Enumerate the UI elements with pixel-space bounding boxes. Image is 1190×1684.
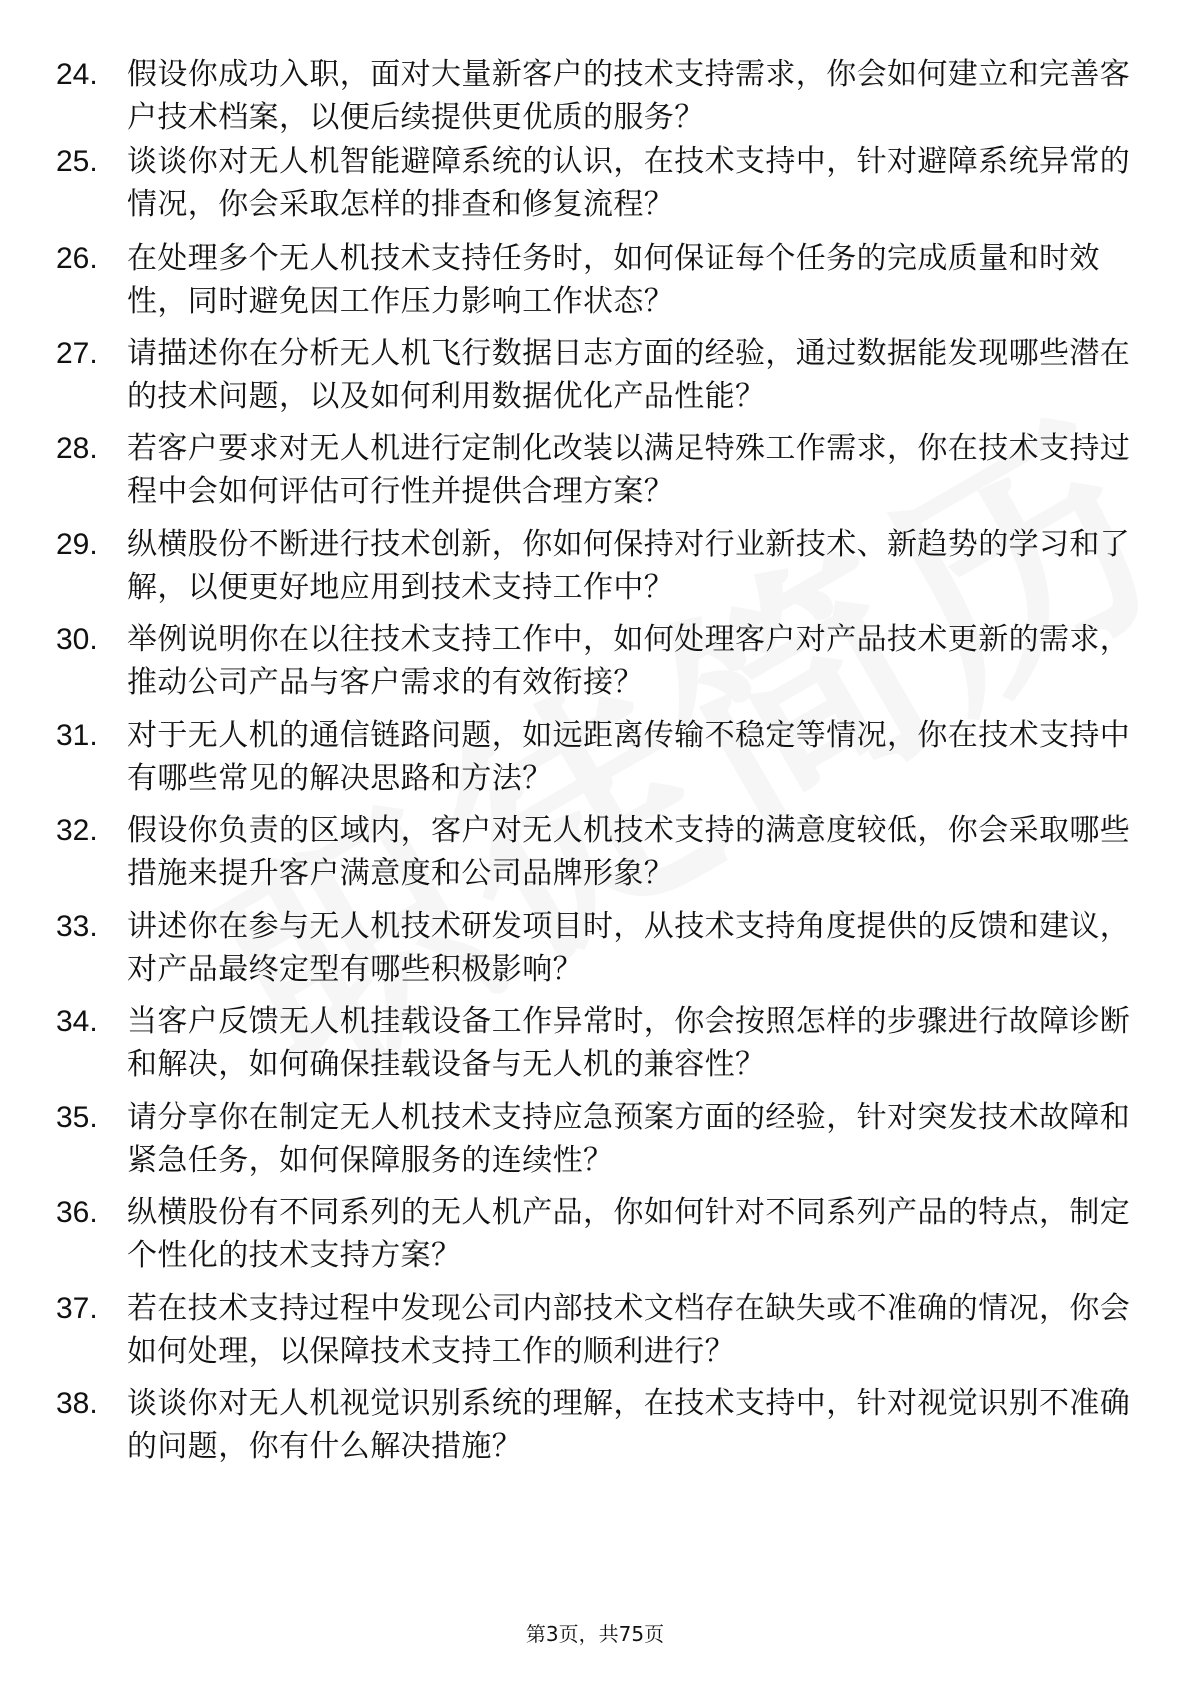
question-number: 37. <box>56 1292 98 1325</box>
question-text: 纵横股份有不同系列的无人机产品，你如何针对不同系列产品的特点，制定个性化的技术支持方案？ <box>127 1195 1131 1273</box>
question-text: 在处理多个无人机技术支持任务时，如何保证每个任务的完成质量和时效性，同时避免因工作压力影响工作状态？ <box>127 241 1100 319</box>
question-text: 纵横股份不断进行技术创新，你如何保持对行业新技术、新趋势的学习和了解，以便更好地应用到技术支持工作中？ <box>127 527 1131 605</box>
question-number: 24. <box>56 58 98 91</box>
question-number: 36. <box>56 1196 98 1229</box>
question-item-29 <box>0 523 1190 615</box>
question-number: 28. <box>56 432 98 465</box>
question-text: 谈谈你对无人机智能避障系统的认识，在技术支持中，针对避障系统异常的情况，你会采取怎样的排查和修复流程？ <box>127 144 1131 222</box>
question-number: 27. <box>56 337 98 370</box>
question-text: 若在技术支持过程中发现公司内部技术文档存在缺失或不准确的情况，你会如何处理，以保障技术支持工作的顺利进行？ <box>127 1291 1131 1369</box>
question-item-33 <box>0 905 1190 997</box>
question-item-26 <box>0 237 1190 329</box>
question-text: 请描述你在分析无人机飞行数据日志方面的经验，通过数据能发现哪些潜在的技术问题，以及如何利用数据优化产品性能？ <box>127 336 1131 414</box>
question-number: 34. <box>56 1005 98 1038</box>
question-text: 假设你负责的区域内，客户对无人机技术支持的满意度较低，你会采取哪些措施来提升客户满意度和公司品牌形象？ <box>127 813 1131 891</box>
question-number: 26. <box>56 242 98 275</box>
question-text: 讲述你在参与无人机技术研发项目时，从技术支持角度提供的反馈和建议，对产品最终定型有哪些积极影响？ <box>127 909 1131 987</box>
question-number: 29. <box>56 528 98 561</box>
question-text: 当客户反馈无人机挂载设备工作异常时，你会按照怎样的步骤进行故障诊断和解决，如何确保挂载设备与无人机的兼容性？ <box>127 1004 1131 1082</box>
question-number: 33. <box>56 910 98 943</box>
question-item-32 <box>0 809 1190 901</box>
question-item-24 <box>0 53 1190 145</box>
question-item-36 <box>0 1191 1190 1283</box>
question-number: 35. <box>56 1101 98 1134</box>
question-text: 请分享你在制定无人机技术支持应急预案方面的经验，针对突发技术故障和紧急任务，如何保障服务的连续性？ <box>127 1100 1131 1178</box>
question-item-27 <box>0 332 1190 424</box>
question-item-25 <box>0 140 1190 232</box>
question-number: 31. <box>56 719 98 752</box>
question-item-38 <box>0 1382 1190 1474</box>
question-item-35 <box>0 1096 1190 1188</box>
question-text: 对于无人机的通信链路问题，如远距离传输不稳定等情况，你在技术支持中有哪些常见的解决思路和方法？ <box>127 718 1131 796</box>
page-number-footer: 第3页，共75页 <box>525 1622 665 1646</box>
question-text: 举例说明你在以往技术支持工作中，如何处理客户对产品技术更新的需求，推动公司产品与客户需求的有效衔接？ <box>127 622 1131 700</box>
question-number: 32. <box>56 814 98 847</box>
question-text: 假设你成功入职，面对大量新客户的技术支持需求，你会如何建立和完善客户技术档案，以便后续提供更优质的服务？ <box>127 57 1131 135</box>
question-number: 25. <box>56 145 98 178</box>
question-item-31 <box>0 714 1190 806</box>
question-text: 若客户要求对无人机进行定制化改装以满足特殊工作需求，你在技术支持过程中会如何评估可行性并提供合理方案？ <box>127 431 1131 509</box>
question-item-28 <box>0 427 1190 519</box>
question-number: 30. <box>56 623 98 656</box>
question-item-34 <box>0 1000 1190 1092</box>
question-number: 38. <box>56 1387 98 1420</box>
question-item-30 <box>0 618 1190 710</box>
question-item-37 <box>0 1287 1190 1379</box>
question-text: 谈谈你对无人机视觉识别系统的理解，在技术支持中，针对视觉识别不准确的问题，你有什么解决措施？ <box>127 1386 1131 1464</box>
